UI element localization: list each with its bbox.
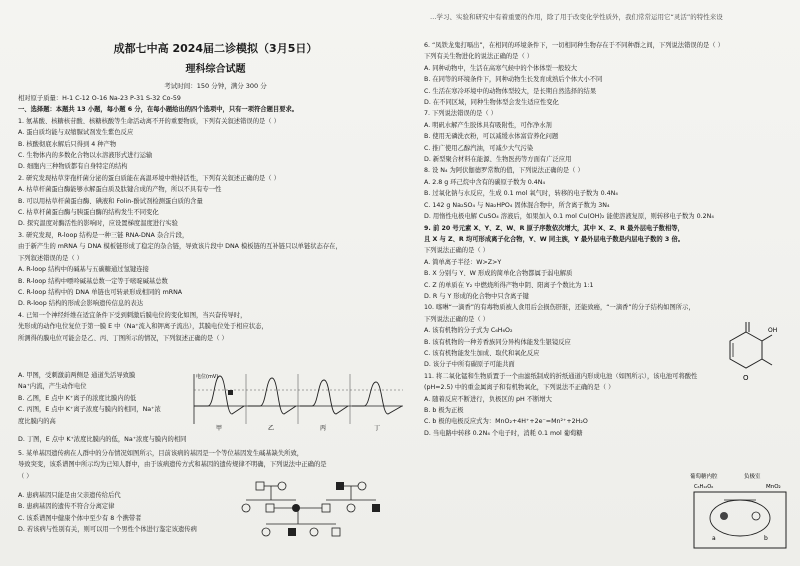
text-line: 2. 研究发现枯草芽孢杆菌分泌的蛋白质能在高温环境中维持活性，下列有关叙述正确的是（ ） <box>18 174 280 182</box>
text-line: 1. 氨基酸、核糖核苷酸、核糖核酸等生命活动离不开的重要物质，下列有关叙述错误的是（ ） <box>18 117 280 125</box>
text-line: A. 简单离子半径：W>Z>Y <box>424 258 502 266</box>
left-question-lines <box>18 93 413 344</box>
text-line: 下列说法正确的是（ ） <box>424 247 489 255</box>
battery-label-glucose: C₆H₁₂O₆ <box>694 484 714 490</box>
chart-axis-label: 电位(mV) <box>196 374 219 380</box>
text-line: 4. 已知一个神经纤维在适宜条件下受到刺激后膜电位的变化如图，当兴奋传导时， <box>18 311 247 319</box>
text-line: D. 新型聚合材料在能源、生物医药等方面有广泛应用 <box>424 156 572 164</box>
electrode-b-label: b <box>764 535 768 542</box>
text-line: 下列说法正确的是（ ） <box>424 315 489 323</box>
text-line: C. 推广使用乙醇汽油，可减少大气污染 <box>424 144 534 152</box>
left-column <box>18 40 413 344</box>
text-line: D. R-loop 结构的形成会影响遗传信息的表达 <box>18 300 144 308</box>
option-line: D. 若该病与性别有关，则可以用一个男性个体进行鉴定该遗传病 <box>18 526 197 534</box>
ring-oxygen-label: O <box>743 374 749 382</box>
text-line: D. 该分子中所有碳原子可能共面 <box>424 361 515 369</box>
q5-options <box>18 490 228 536</box>
text-line: B. 该有机物的一种芳香族同分异构体能发生银镜反应 <box>424 338 571 346</box>
text-line: D. 用惰性电极电解 CuSO₄ 溶液后，如果加入 0.1 mol Cu(OH)₂ 能使溶液复原，则转移电子数为 0.2N₄ <box>424 213 714 221</box>
text-line: A. 2.8 g 环己烷中含有的碳原子数为 0.4N₄ <box>424 178 546 186</box>
text-line: C. 生活在寒冷环境中的动物体型较大，是长期自然选择的结果 <box>424 87 597 95</box>
text-line: C. R-loop 结构中的 DNA 单链也可转录形成相同的 mRNA <box>18 288 183 296</box>
exam-title: 成都七中高 2024届二诊模拟（3月5日） <box>113 42 318 55</box>
chart-label-jia: 甲 <box>216 425 223 432</box>
text-line: 先形成的动作电位复位于第一膜 E 中（Na⁺流入和钾离子流出），其膜电位处于相应状态， <box>18 323 268 331</box>
text-line: B. 可以用枯草杆菌蛋白酶、碘液和 Folin-酚试剂检测蛋白质的含量 <box>18 197 203 205</box>
text-line: A. 该有机物的分子式为 C₆H₆O₂ <box>424 327 513 335</box>
text-line: 5. 某单基因遗传病在人群中的分布情况如图所示，目前该病的基因是一个等位基因发生碱基缺失所致， <box>18 450 304 457</box>
text-line: A. 随着反应不断进行，负极区的 pH 不断增大 <box>424 395 552 403</box>
chart-label-yi: 乙 <box>268 425 275 432</box>
text-line: B. 使用无磷洗衣粉，可以减缓水体富营养化问题 <box>424 133 559 141</box>
text-line: 相对原子质量：H-1 C-12 O-16 Na-23 P-31 S-32 Co-59 <box>18 95 181 102</box>
text-line: A. 蛋白质均能与双缩脲试剂发生紫色反应 <box>18 129 134 137</box>
text-line: B. 核酸彻底水解后只得到 4 种产物 <box>18 140 117 148</box>
electrode-a-label: a <box>712 535 716 542</box>
option-line: A. 甲图，受刺激前两侧是 通道失活导致膜 <box>18 372 136 379</box>
text-line: C. 该有机物能发生加成、取代和氧化反应 <box>424 349 540 357</box>
battery-figure <box>688 470 792 556</box>
chart-label-ding: 丁 <box>374 425 381 432</box>
molecule-structure-figure <box>716 318 782 384</box>
text-line: 导致突变，该系谱图中所示均为已知人群中，由于该病遗传方式和基因的遗传规律不明确，下列说法中正确的是 <box>18 461 327 469</box>
text-line: B. R-loop 结构中嘌呤碱基总数一定等于嘧啶碱基总数 <box>18 277 168 285</box>
text-line: 3. 研究发现，R-loop 结构是一种三链 RNA-DNA 杂合片段， <box>18 231 189 239</box>
text-line: A. R-loop 结构中的碱基与五碳糖通过氢键连接 <box>18 266 149 274</box>
text-line: D. 探究温度对酶活性的影响时，应设置梯度温度进行实验 <box>18 220 178 228</box>
battery-label-mno2: MnO₂ <box>766 484 781 490</box>
option-line: C. 丙图，E 点中 K⁺离子浓度与膜内的相同，Na⁺浓 <box>18 406 161 414</box>
text-line: A. 明矾水解产生胶体具有吸附性，可作净水剂 <box>424 121 552 129</box>
battery-label-inner: 葡萄糖内腔 <box>690 474 718 480</box>
text-line: (pH=2.5) 中的重金属离子和有机物氧化，下列说法不正确的是（ ） <box>424 384 615 392</box>
battery-label-negative: 负极室 <box>744 474 761 480</box>
text-line: 11. 将二氧化锰和生物质置于一个由滤纸制成的折纸通道内形成电池（如图所示），该电池可将酸性 <box>424 372 698 380</box>
text-line: B. b 极为正极 <box>424 407 464 414</box>
option-line: B. 患病基因的遗传不符合分离定律 <box>18 503 115 511</box>
text-line: 10. 喀啉“一滴香”的有毒物质被人食用后会损伤肝脏，还能致癌，“一滴香”的分子结构如图所示， <box>424 304 695 312</box>
option-line: A. 患病基因只能是由父亲遗传给后代 <box>18 492 121 499</box>
option-line: Na⁺内流，产生动作电位 <box>18 383 87 391</box>
option-line: 度比膜内的高 <box>18 417 56 425</box>
text-line: 9. 前 20 号元素 X、Y、Z、W、R 原子序数依次增大，其中 X、Z、R 最外层电子数相等， <box>424 224 684 232</box>
text-line: C. 枯草杆菌蛋白酶与胰蛋白酶的结构发生不同变化 <box>18 209 159 217</box>
q4-options <box>18 370 193 427</box>
text-line: 8. 设 N₄ 为阿伏伽德罗常数的值，下列说法正确的是（ ） <box>424 167 584 175</box>
exam-meta: 考试时间：150 分钟，满分 300 分 <box>164 82 267 90</box>
text-line: C. Z 的单质在 Y₂ 中燃烧所得产物中阴、阳离子个数比为 1:1 <box>424 281 594 289</box>
text-line: 下列有关生物进化的说法正确的是（ ） <box>424 53 534 61</box>
text-line: 7. 下列说法错误的是（ ） <box>424 110 497 118</box>
text-line: 6. “凤铁龙鬼打嗝出”，在相同的环境条件下，一切相同种生物存在于不同种群之间，下列说法错误的是（ ） <box>424 42 724 49</box>
pedigree-figure <box>226 478 406 558</box>
text-line: C. 142 g Na₂SO₄ 与 Na₂HPO₄ 固体混合物中，所含离子数为 3N₄ <box>424 201 610 209</box>
text-line: A. 同种动物中，生活在高寒气候中的个体体型一般较大 <box>424 64 578 72</box>
text-line: 且 X 与 Z、R 均可形成离子化合物，Y、W 同主族，Y 最外层电子数是内层电子数的 3 倍。 <box>424 235 685 243</box>
text-line: D. 细胞内三种物质都有自身特定的结构 <box>18 163 128 171</box>
text-line: B. 过氧化钠与水反应，生成 0.1 mol 氧气时，转移的电子数为 0.4N₄ <box>424 190 618 198</box>
q4-option-d <box>18 434 413 445</box>
text-line: 一、选择题：本题共 13 小题，每小题 6 分，在每小题给出的四个选项中，只有一项符合题目要求。 <box>18 106 299 114</box>
option-line: B. 乙图，E 点中 K⁺离子的浓度比膜内的低 <box>18 394 137 402</box>
option-line: C. 该系谱图中健康个体中至少有 8 个携带者 <box>18 514 142 522</box>
text-line: C. 生物体内的多数化合物以水溶液形式进行运输 <box>18 152 153 160</box>
text-line: 下列叙述错误的是（ ） <box>18 254 83 262</box>
top-strip-text: …学习、实验和研究中有着重要的作用，除了用于改变化学性质外，我们常常运用它“灵活”的特性来设 <box>430 13 723 21</box>
text-line: 所测得的膜电位可能会是乙、丙、丁图所示的情况，下列叙述正确的是（ ） <box>18 334 228 342</box>
text-line: D. 当电路中转移 0.2N₄ 个电子时，消耗 0.1 mol 葡萄糖 <box>424 429 583 437</box>
hydroxyl-label: OH <box>768 327 778 334</box>
chart-label-bing: 丙 <box>320 425 327 432</box>
action-potential-figure <box>188 370 408 432</box>
text-line: C. b 极的电极反应式为：MnO₂+4H⁺+2e⁻=Mn²⁺+2H₂O <box>424 418 588 426</box>
option-line: D. 丁图，E 点中 K⁺浓度比膜内的低，Na⁺浓度与膜内的相同 <box>18 436 187 443</box>
text-line: B. X 分别与 Y、W 形成的简单化合物都属于弱电解质 <box>424 270 573 278</box>
text-line: A. 枯草杆菌蛋白酶能够水解蛋白质及肽键合成的产物，所以不具有专一性 <box>18 186 222 194</box>
text-line: 由于新产生的 mRNA 与 DNA 模板链形成了稳定的杂合链，导致该片段中 DNA 模板链的互补链只以单链状态存在， <box>18 243 342 251</box>
exam-subtitle: 理科综合试题 <box>185 64 246 75</box>
text-line: D. 在不同区域，同种生物体型会发生适应性变化 <box>424 99 559 107</box>
text-line: B. 在同等的环境条件下，同种动物生长发育成熟后个体大小不同 <box>424 76 603 84</box>
text-line: （ ） <box>18 472 33 480</box>
text-line: D. R 与 Y 形成的化合物中只含离子键 <box>424 292 529 300</box>
